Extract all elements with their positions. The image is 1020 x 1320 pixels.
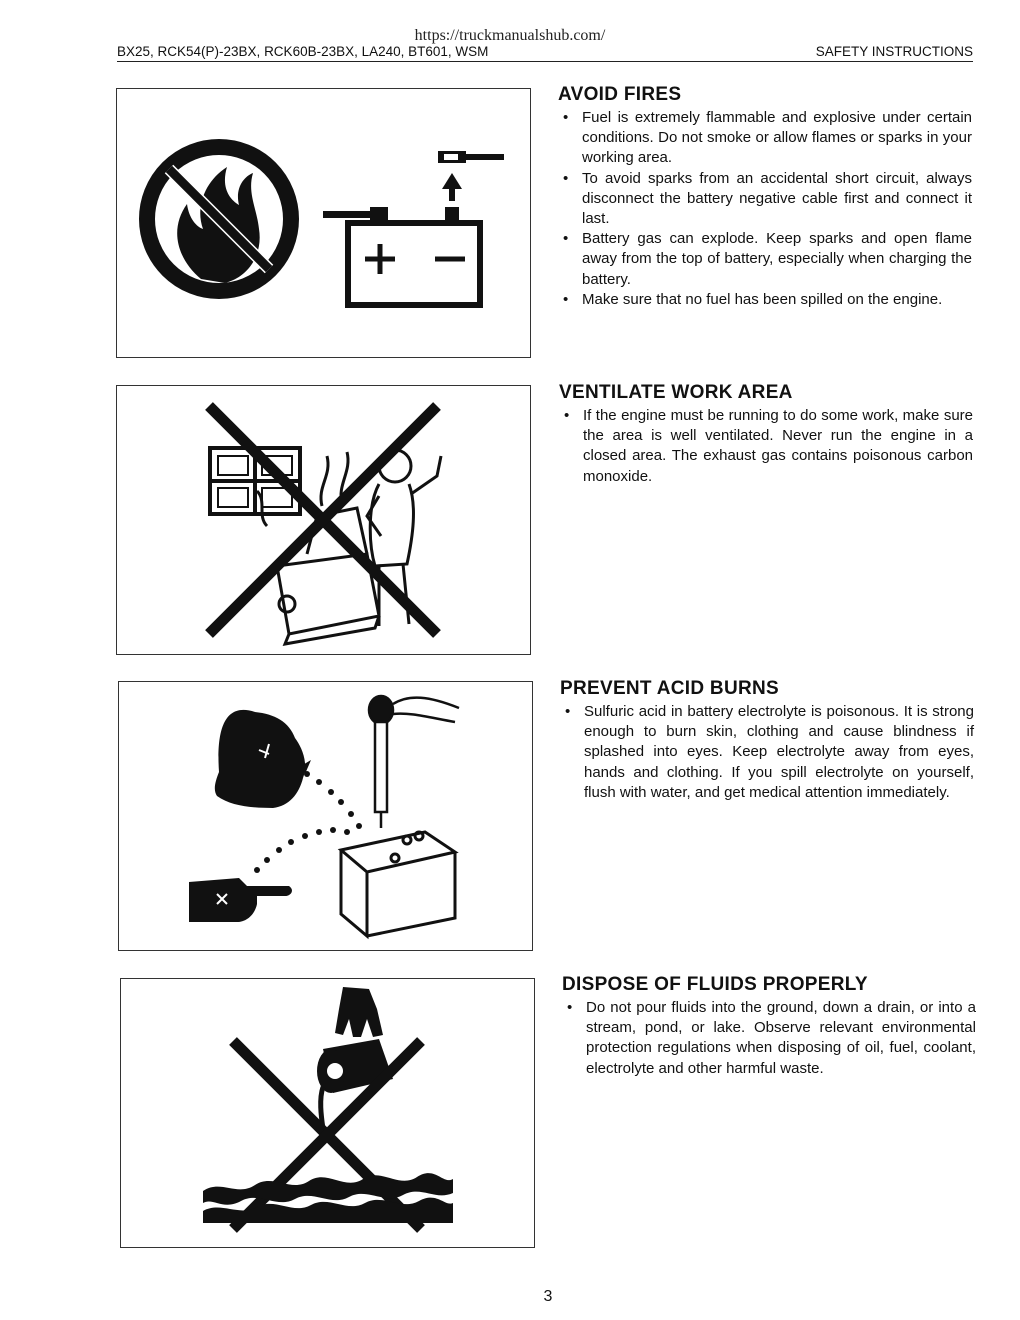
section-title: AVOID FIRES: [558, 84, 682, 105]
bullet-list: [559, 406, 973, 487]
acid-burns-text: [560, 678, 974, 803]
watermark-url: https://truckmanualshub.com/: [414, 27, 606, 44]
battery-icon: [323, 151, 504, 305]
hydrometer-icon: [369, 696, 459, 828]
section-title: PREVENT ACID BURNS: [560, 678, 779, 699]
bullet-item: • To avoid sparks from an accidental short circuit, always disconnect the battery negative cable first and connect it last.: [558, 169, 972, 230]
bullet-list: [558, 108, 972, 310]
section-title: VENTILATE WORK AREA: [559, 382, 793, 403]
page-header: [117, 42, 973, 62]
avoid-fires-illustration: [116, 88, 531, 358]
ventilate-text: [559, 382, 973, 487]
ventilate-illustration: [116, 385, 531, 655]
avoid-fires-text: [558, 84, 972, 310]
bullet-item: • Fuel is extremely flammable and explosive under certain conditions. Do not smoke or allow flames or sparks in your working area.: [558, 108, 972, 169]
bullet-item: • If the engine must be running to do some work, make sure the area is well ventilated. Never run the engine in a closed area. The exhaust gas contains poisonous carbon monoxide.: [559, 406, 973, 487]
section-title: DISPOSE OF FLUIDS PROPERLY: [562, 974, 868, 995]
header-section-title: SAFETY INSTRUCTIONS: [815, 44, 973, 59]
bullet-item: • Do not pour fluids into the ground, down a drain, or into a stream, pond, or lake. Observe relevant environmental protection regulations when disposing of oil, fuel, coolant, electrolyte and other harmful waste.: [562, 998, 976, 1079]
acid-burns-illustration: [118, 681, 533, 951]
bullet-list: [562, 998, 976, 1079]
no-fire-icon: [147, 147, 291, 291]
glove-icon: [189, 878, 292, 922]
bullet-item: • Sulfuric acid in battery electrolyte is poisonous. It is strong enough to burn skin, clothing and cause blindness if splashed into eyes. Keep electrolyte away from eyes, hands and clothing. If you spill electrolyte on yourself, flush with water, and get medical attention immediately.: [560, 702, 974, 803]
water-icon: [203, 1173, 453, 1223]
dispose-fluids-text: [562, 974, 976, 1079]
bullet-list: [560, 702, 974, 803]
prohibited-x-icon: [209, 406, 437, 634]
battery-icon: [341, 832, 455, 936]
dispose-fluids-illustration: [120, 978, 535, 1248]
header-models: BX25, RCK54(P)-23BX, RCK60B-23BX, LA240, BT601, WSM: [117, 44, 489, 59]
hand-pouring-icon: [335, 987, 383, 1037]
bullet-item: • Battery gas can explode. Keep sparks and open flame away from the top of battery, especially when charging the battery.: [558, 229, 972, 290]
bullet-item: • Make sure that no fuel has been spilled on the engine.: [558, 290, 972, 310]
page-number: 3: [543, 1288, 553, 1305]
head-silhouette-icon: [215, 710, 311, 808]
